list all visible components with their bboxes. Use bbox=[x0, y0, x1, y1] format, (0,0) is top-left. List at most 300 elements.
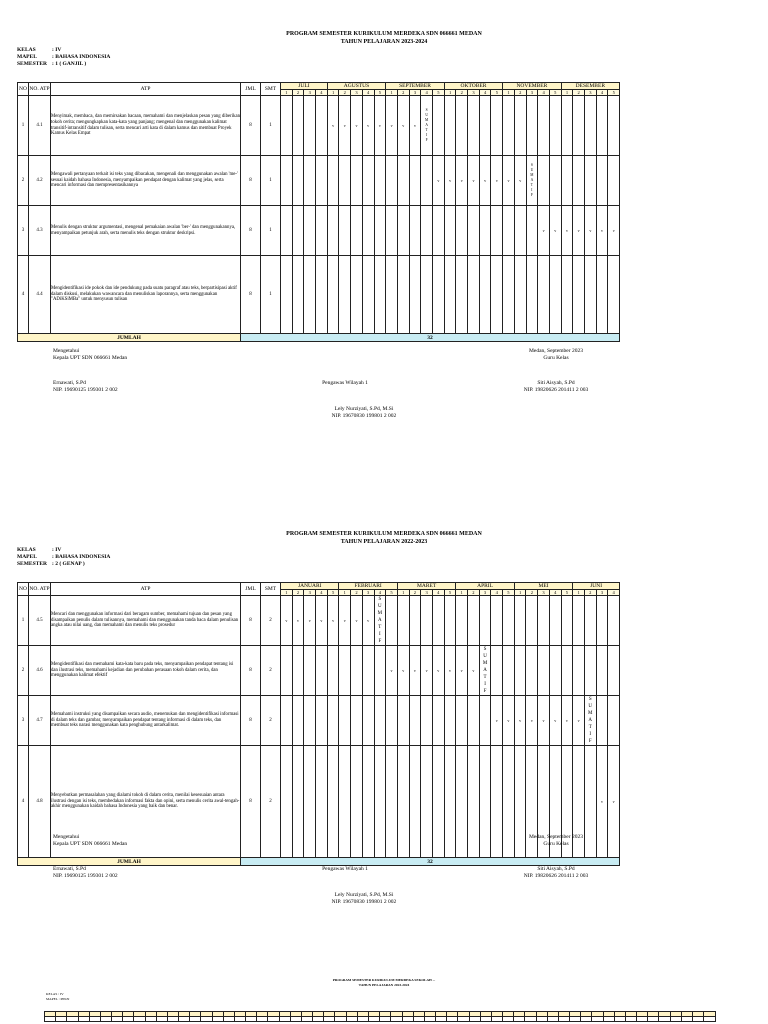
week-header: 3 bbox=[421, 590, 433, 596]
week-cell bbox=[479, 96, 491, 156]
week-cell bbox=[304, 156, 316, 206]
week-cell bbox=[584, 96, 596, 156]
week-activity-label: S U M A T I F bbox=[482, 647, 488, 694]
sheet-year: TAHUN PELAJARAN 2022-2023 bbox=[340, 539, 428, 545]
row-no: 1 bbox=[18, 96, 29, 156]
week-check-mark: v bbox=[343, 123, 346, 128]
sheet3-cell bbox=[123, 1017, 134, 1022]
signature-left bbox=[53, 348, 127, 362]
total-row bbox=[18, 858, 620, 866]
week-check-mark: v bbox=[343, 618, 346, 623]
week-cell bbox=[561, 256, 573, 334]
week-cell bbox=[584, 156, 596, 206]
week-cell bbox=[339, 646, 351, 696]
week-cell bbox=[514, 96, 526, 156]
week-header: 5 bbox=[374, 90, 386, 96]
signature-left-name bbox=[53, 380, 118, 394]
meta-kelas bbox=[17, 47, 61, 54]
sheet3-cell bbox=[112, 1017, 123, 1022]
week-cell bbox=[444, 696, 456, 746]
week-cell bbox=[526, 596, 538, 646]
week-cell bbox=[468, 646, 480, 696]
header-atp: ATP bbox=[51, 83, 241, 96]
week-header: 2 bbox=[573, 90, 585, 96]
row-smt: 2 bbox=[261, 696, 281, 746]
week-header: 4 bbox=[608, 590, 620, 596]
week-cell bbox=[327, 596, 339, 646]
week-cell bbox=[549, 696, 561, 746]
signature-bottom bbox=[280, 892, 448, 906]
week-cell bbox=[316, 96, 328, 156]
sheet3-cell bbox=[156, 1017, 167, 1022]
week-cell bbox=[432, 156, 444, 206]
week-cell bbox=[573, 596, 585, 646]
row-no: 4 bbox=[18, 746, 29, 858]
week-check-mark: v bbox=[448, 668, 451, 673]
week-cell bbox=[584, 596, 596, 646]
row-jml: 8 bbox=[241, 746, 261, 858]
week-header: 1 bbox=[327, 90, 339, 96]
row-jml: 8 bbox=[241, 696, 261, 746]
week-check-mark: v bbox=[507, 718, 510, 723]
table-row bbox=[18, 206, 620, 256]
week-check-mark: v bbox=[308, 618, 311, 623]
week-cell bbox=[281, 746, 293, 858]
sheet3-cell bbox=[480, 1017, 491, 1022]
week-check-mark: v bbox=[332, 618, 335, 623]
sheet3-cell bbox=[234, 1017, 245, 1022]
week-cell bbox=[304, 596, 316, 646]
week-cell bbox=[362, 696, 374, 746]
row-jml: 8 bbox=[241, 256, 261, 334]
sheet3-cell bbox=[525, 1017, 536, 1022]
week-cell bbox=[281, 646, 293, 696]
sheet3-cell bbox=[491, 1017, 502, 1022]
row-atp-text: Menyimak, membaca, dan memirsa​kan bacaan, memahami dan menjelaskan pesan yang diberikan tokoh cerita; mengungkapkan kata-kata yang panjang; mengenal dan menggunakan kalimat transitif-intransitif dalam tulisan, serta mencari arti kata di dalam kamus dan membuat Proyek Kamus Kelas Empat bbox=[51, 96, 241, 156]
week-cell bbox=[292, 256, 304, 334]
week-cell bbox=[421, 256, 433, 334]
week-cell bbox=[538, 156, 550, 206]
row-no: 3 bbox=[18, 696, 29, 746]
sheet3-cell bbox=[201, 1017, 212, 1022]
week-cell bbox=[596, 206, 608, 256]
month-header: JANUARI bbox=[281, 583, 339, 590]
week-cell bbox=[362, 746, 374, 858]
week-check-mark: v bbox=[320, 618, 323, 623]
week-cell bbox=[292, 746, 304, 858]
row-smt: 2 bbox=[261, 596, 281, 646]
meta-semester-value: : 2 ( GENAP ) bbox=[52, 561, 85, 567]
week-cell bbox=[292, 156, 304, 206]
sheet3-cell bbox=[56, 1017, 67, 1022]
week-cell bbox=[503, 206, 515, 256]
week-header: 4 bbox=[316, 590, 328, 596]
week-cell bbox=[526, 96, 538, 156]
week-cell bbox=[374, 96, 386, 156]
week-cell bbox=[608, 646, 620, 696]
week-cell bbox=[479, 256, 491, 334]
meta-mapel-label: MAPEL bbox=[17, 554, 37, 560]
week-check-mark: v bbox=[554, 228, 557, 233]
week-cell bbox=[573, 696, 585, 746]
month-header: JUNI bbox=[573, 583, 620, 590]
sheet3-cell bbox=[469, 1017, 480, 1022]
week-cell bbox=[538, 596, 550, 646]
week-check-mark: v bbox=[577, 718, 580, 723]
total-label: JUMLAH bbox=[18, 334, 241, 342]
sheet3-cell bbox=[368, 1017, 379, 1022]
sheet3-cell bbox=[268, 1017, 279, 1022]
week-cell bbox=[351, 646, 363, 696]
week-cell bbox=[281, 696, 293, 746]
week-header: 2 bbox=[514, 90, 526, 96]
week-cell bbox=[503, 646, 515, 696]
week-header: 3 bbox=[584, 90, 596, 96]
week-header: 1 bbox=[397, 590, 409, 596]
week-check-mark: v bbox=[460, 178, 463, 183]
meta-semester bbox=[17, 561, 85, 568]
week-cell bbox=[432, 256, 444, 334]
row-no: 3 bbox=[18, 206, 29, 256]
total-label: JUMLAH bbox=[18, 858, 241, 866]
sheet3-cell bbox=[547, 1017, 558, 1022]
sign-bottom-name: Lely Nurziyati, S.Pd, M.Si bbox=[334, 892, 394, 898]
week-cell bbox=[316, 746, 328, 858]
week-cell bbox=[514, 646, 526, 696]
sheet-title: PROGRAM SEMESTER KURIKULUM MERDEKA SDN 066661 MEDAN bbox=[286, 31, 482, 37]
sheet3-cell bbox=[447, 1017, 458, 1022]
sign-left-line1: Mengetahui bbox=[53, 348, 80, 354]
week-header: 4 bbox=[596, 90, 608, 96]
month-header: APRIL bbox=[456, 583, 514, 590]
week-cell bbox=[292, 646, 304, 696]
sheet3-cell bbox=[503, 1017, 514, 1022]
sheet3-cell bbox=[335, 1017, 346, 1022]
week-cell bbox=[514, 206, 526, 256]
week-cell bbox=[327, 256, 339, 334]
week-header: 2 bbox=[351, 590, 363, 596]
week-cell bbox=[316, 206, 328, 256]
table-row bbox=[18, 646, 620, 696]
week-header: 4 bbox=[362, 90, 374, 96]
week-check-mark: v bbox=[367, 618, 370, 623]
sheet3-cell bbox=[692, 1017, 703, 1022]
week-cell bbox=[397, 256, 409, 334]
week-cell bbox=[538, 696, 550, 746]
week-check-mark: v bbox=[542, 718, 545, 723]
week-check-mark: v bbox=[390, 668, 393, 673]
week-cell bbox=[573, 96, 585, 156]
sheet3-cell bbox=[324, 1017, 335, 1022]
row-smt: 1 bbox=[261, 96, 281, 156]
row-jml: 8 bbox=[241, 96, 261, 156]
sheet-title: PROGRAM SEMESTER KURIKULUM MERDEKA SDN 066661 MEDAN bbox=[286, 531, 482, 537]
sign-mid-title: Pengawas Wilayah 1 bbox=[322, 866, 368, 872]
sheet3-cell bbox=[145, 1017, 156, 1022]
sign-right-line2: Guru Kelas bbox=[543, 355, 569, 361]
week-cell bbox=[456, 256, 468, 334]
week-cell bbox=[456, 596, 468, 646]
week-header: 2 bbox=[526, 590, 538, 596]
week-cell bbox=[491, 96, 503, 156]
sign-left-line2: Kepala UPT SDN 066661 Medan bbox=[53, 841, 128, 847]
meta-mapel-label: MAPEL bbox=[17, 54, 37, 60]
week-cell bbox=[549, 646, 561, 696]
week-activity-label: S U M A T I F bbox=[377, 597, 383, 644]
week-cell bbox=[491, 256, 503, 334]
row-jml: 8 bbox=[241, 646, 261, 696]
week-cell bbox=[432, 696, 444, 746]
week-cell bbox=[561, 206, 573, 256]
week-check-mark: v bbox=[413, 123, 416, 128]
week-cell bbox=[281, 156, 293, 206]
sheet3-cell bbox=[45, 1017, 56, 1022]
week-cell bbox=[397, 746, 409, 858]
sheet3-cell bbox=[346, 1017, 357, 1022]
week-cell bbox=[327, 96, 339, 156]
week-cell bbox=[491, 206, 503, 256]
week-header: 3 bbox=[468, 90, 480, 96]
week-check-mark: v bbox=[542, 228, 545, 233]
sheet3-cell bbox=[134, 1017, 145, 1022]
week-cell bbox=[432, 596, 444, 646]
sheet3-cell bbox=[179, 1017, 190, 1022]
sheet3-cell bbox=[681, 1017, 692, 1022]
week-cell bbox=[549, 206, 561, 256]
sheet3-cell bbox=[570, 1017, 581, 1022]
week-cell bbox=[316, 596, 328, 646]
week-header: 1 bbox=[503, 90, 515, 96]
sheet3-cell bbox=[257, 1017, 268, 1022]
total-value: 32 bbox=[241, 858, 620, 866]
week-cell bbox=[432, 646, 444, 696]
row-no: 4 bbox=[18, 256, 29, 334]
week-cell bbox=[339, 746, 351, 858]
week-header: 3 bbox=[479, 590, 491, 596]
week-header: 3 bbox=[304, 90, 316, 96]
signature-right-name bbox=[500, 866, 612, 880]
week-cell bbox=[596, 96, 608, 156]
meta-kelas bbox=[17, 547, 61, 554]
week-cell bbox=[409, 646, 421, 696]
week-cell bbox=[316, 256, 328, 334]
week-check-mark: v bbox=[460, 668, 463, 673]
week-cell bbox=[304, 256, 316, 334]
week-cell bbox=[526, 156, 538, 206]
week-cell bbox=[584, 206, 596, 256]
week-cell bbox=[421, 156, 433, 206]
week-cell bbox=[526, 206, 538, 256]
meta-mapel bbox=[17, 554, 110, 561]
week-cell bbox=[362, 646, 374, 696]
sheet3-cell bbox=[190, 1017, 201, 1022]
week-cell bbox=[479, 156, 491, 206]
week-cell bbox=[386, 696, 398, 746]
semester-program-table bbox=[17, 82, 620, 342]
week-cell bbox=[316, 646, 328, 696]
sheet3-cell bbox=[78, 1017, 89, 1022]
row-atp-no: 4.5 bbox=[29, 596, 51, 646]
week-cell bbox=[468, 206, 480, 256]
week-header: 5 bbox=[549, 90, 561, 96]
total-row bbox=[18, 334, 620, 342]
week-cell bbox=[503, 156, 515, 206]
week-check-mark: v bbox=[472, 668, 475, 673]
week-cell bbox=[397, 646, 409, 696]
row-atp-text: Mengawali pertanyaan terkait isi teks yang dibacakan, mengenali dan menggunakan awalan 'me-' sesuai kaidah bahasa Indonesia, menyampaikan pendapat dengan kalimat yang jelas, serta mencari informasi dan mempresentasikannya bbox=[51, 156, 241, 206]
week-cell bbox=[596, 256, 608, 334]
week-check-mark: v bbox=[437, 178, 440, 183]
week-header: 4 bbox=[479, 90, 491, 96]
week-cell bbox=[351, 156, 363, 206]
week-cell bbox=[281, 596, 293, 646]
week-cell bbox=[362, 206, 374, 256]
week-cell bbox=[292, 206, 304, 256]
sheet3-cell bbox=[558, 1017, 569, 1022]
row-no: 2 bbox=[18, 646, 29, 696]
row-atp-text: Mengidentifikasi ide pokok dan ide pendukung pada suatu paragraf atau teks, berpartisipasi aktif dalam diskusi, melakukan wawancara dan menuliskan laporannya, serta menggunakan "ADiKSiMBa" untuk menyusun tulisan bbox=[51, 256, 241, 334]
week-cell bbox=[292, 96, 304, 156]
week-check-mark: v bbox=[495, 718, 498, 723]
week-cell bbox=[538, 646, 550, 696]
sign-right-line2: Guru Kelas bbox=[543, 841, 569, 847]
week-header: 1 bbox=[514, 590, 526, 596]
week-cell bbox=[503, 596, 515, 646]
sheet3-cell bbox=[614, 1017, 625, 1022]
week-cell bbox=[596, 646, 608, 696]
week-header: 3 bbox=[362, 590, 374, 596]
week-cell bbox=[514, 696, 526, 746]
week-cell bbox=[421, 596, 433, 646]
week-header: 2 bbox=[584, 590, 596, 596]
week-cell bbox=[456, 96, 468, 156]
week-cell bbox=[374, 256, 386, 334]
week-cell bbox=[573, 256, 585, 334]
week-cell bbox=[397, 206, 409, 256]
week-header: 3 bbox=[351, 90, 363, 96]
week-cell bbox=[456, 746, 468, 858]
week-cell bbox=[444, 596, 456, 646]
week-header: 5 bbox=[561, 590, 573, 596]
week-check-mark: v bbox=[565, 718, 568, 723]
week-cell bbox=[468, 746, 480, 858]
week-cell bbox=[468, 696, 480, 746]
meta-semester bbox=[17, 61, 86, 68]
month-header: DESEMBER bbox=[561, 83, 619, 90]
week-check-mark: v bbox=[565, 228, 568, 233]
week-cell bbox=[304, 696, 316, 746]
meta-mapel-value: : BAHASA INDONESIA bbox=[52, 554, 111, 560]
sheet3-cell bbox=[67, 1017, 78, 1022]
week-cell bbox=[479, 596, 491, 646]
sign-mid-title: Pengawas Wilayah 1 bbox=[322, 380, 368, 386]
week-cell bbox=[584, 696, 596, 746]
week-cell bbox=[549, 96, 561, 156]
week-cell bbox=[479, 746, 491, 858]
week-cell bbox=[281, 206, 293, 256]
week-cell bbox=[374, 746, 386, 858]
week-cell bbox=[468, 596, 480, 646]
sign-bottom-nip: NIP. 19670830 199801 2 002 bbox=[331, 899, 397, 905]
week-cell bbox=[584, 646, 596, 696]
row-atp-text: Mengidentifikasi dan memahami kata-kata baru pada teks, menyampaikan pendapat tentang isi dan ilustrasi teks, memahami kejadian dan perubahan perasaan tokoh dalam cerita, dan menggunakan kalimat efektif bbox=[51, 646, 241, 696]
week-cell bbox=[281, 96, 293, 156]
row-jml: 8 bbox=[241, 596, 261, 646]
week-header: 5 bbox=[608, 90, 620, 96]
week-activity-label: S U M A T I F bbox=[530, 163, 534, 197]
sheet3-cell bbox=[246, 1017, 257, 1022]
week-check-mark: v bbox=[507, 178, 510, 183]
week-check-mark: v bbox=[355, 123, 358, 128]
week-cell bbox=[374, 156, 386, 206]
week-cell bbox=[503, 96, 515, 156]
row-atp-no: 4.6 bbox=[29, 646, 51, 696]
week-check-mark: v bbox=[332, 123, 335, 128]
sheet3-cell bbox=[458, 1017, 469, 1022]
week-cell bbox=[409, 156, 421, 206]
sheet3-cell bbox=[436, 1017, 447, 1022]
week-cell bbox=[362, 596, 374, 646]
sign-right-nip: NIP. 19820626 201411 2 003 bbox=[523, 873, 589, 879]
sign-left-name: Ernawati, S.Pd bbox=[53, 866, 86, 872]
meta-mapel-value: : BAHASA INDONESIA bbox=[52, 54, 111, 60]
week-cell bbox=[409, 596, 421, 646]
month-header: JULI bbox=[281, 83, 328, 90]
sign-left-name: Ernawati, S.Pd bbox=[53, 380, 86, 386]
sheet3-cell bbox=[223, 1017, 234, 1022]
week-cell bbox=[386, 96, 398, 156]
week-header: 4 bbox=[432, 590, 444, 596]
week-check-mark: v bbox=[589, 228, 592, 233]
meta-semester-label: SEMESTER bbox=[17, 561, 47, 567]
week-header: 4 bbox=[549, 590, 561, 596]
week-check-mark: v bbox=[297, 618, 300, 623]
sheet3-cell bbox=[514, 1017, 525, 1022]
sheet3-cell bbox=[670, 1017, 681, 1022]
week-cell bbox=[444, 256, 456, 334]
week-header: 4 bbox=[421, 90, 433, 96]
week-cell bbox=[409, 696, 421, 746]
row-atp-text: Mencari dan menggunakan informasi dari beragam sumber, memahami tujuan dan pesan yang disampaikan penulis dalam tulisannya, memahami dan menggunakan tanda baca dalam penulisan angka atau nilai uang, dan memahami dan menulis teks prosedur bbox=[51, 596, 241, 646]
week-cell bbox=[339, 256, 351, 334]
week-check-mark: v bbox=[285, 618, 288, 623]
week-cell bbox=[596, 156, 608, 206]
table-row bbox=[18, 156, 620, 206]
week-cell bbox=[456, 156, 468, 206]
week-check-mark: v bbox=[601, 228, 604, 233]
row-smt: 2 bbox=[261, 646, 281, 696]
week-cell bbox=[444, 206, 456, 256]
week-cell bbox=[444, 646, 456, 696]
week-cell bbox=[549, 256, 561, 334]
week-cell bbox=[573, 156, 585, 206]
week-cell bbox=[351, 596, 363, 646]
week-cell bbox=[339, 596, 351, 646]
week-cell bbox=[468, 156, 480, 206]
week-check-mark: v bbox=[519, 178, 522, 183]
sheet3-cell bbox=[279, 1017, 290, 1022]
week-cell bbox=[351, 96, 363, 156]
week-cell bbox=[573, 646, 585, 696]
sheet3-cell bbox=[637, 1017, 648, 1022]
sheet3-cell bbox=[704, 1017, 716, 1022]
sheet3-cell bbox=[603, 1017, 614, 1022]
week-cell bbox=[327, 646, 339, 696]
sheet3-cell bbox=[648, 1017, 659, 1022]
row-no: 1 bbox=[18, 596, 29, 646]
week-cell bbox=[351, 256, 363, 334]
week-cell bbox=[351, 696, 363, 746]
